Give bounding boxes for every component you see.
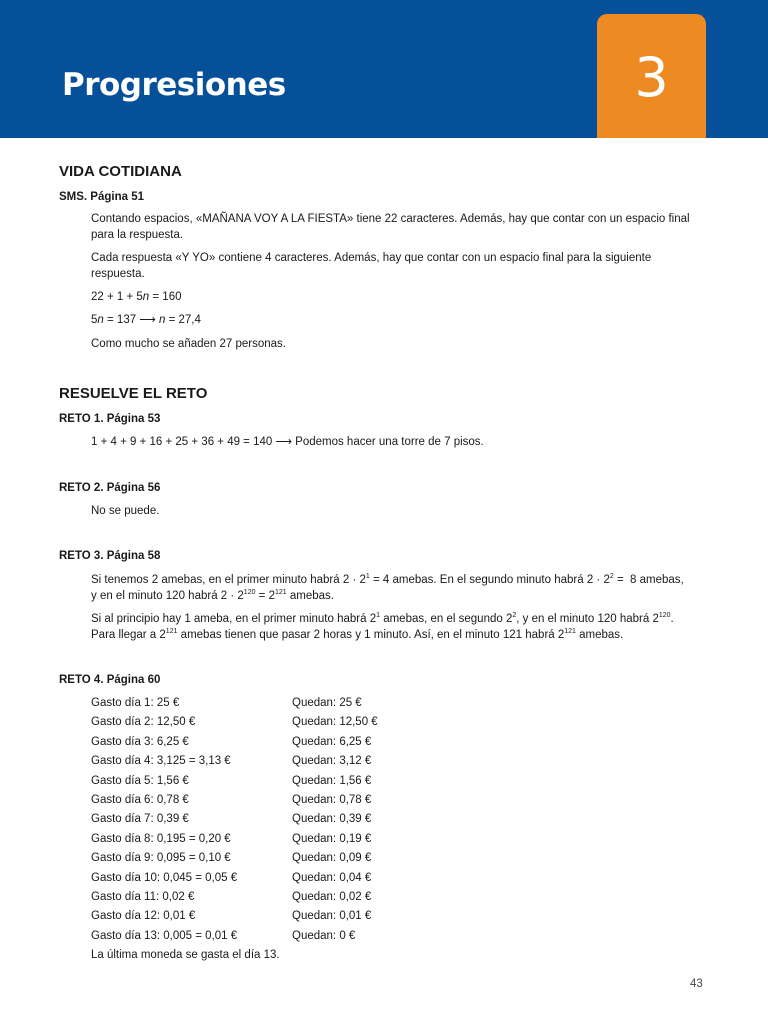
reto3-line-1: Si tenemos 2 amebas, en el primer minuto habrá $2 \cdot 2^1 = 4$ amebas. En el segundo minuto habrá $2 \cdot 2^2 = 8$ amebas, bbox=[91, 573, 684, 586]
section-heading-resuelve: RESUELVE EL RETO bbox=[59, 385, 208, 402]
quedan-cell: Quedan: 0,39 € bbox=[292, 813, 372, 826]
quedan-cell: Quedan: 0,02 € bbox=[292, 891, 372, 903]
gasto-cell: Gasto día 12: 0,01 € bbox=[91, 910, 196, 923]
quedan-cell: Quedan: 0 € bbox=[292, 929, 356, 942]
quedan-cell: Quedan: 0,09 € bbox=[292, 852, 372, 865]
quedan-cell: Quedan: 6,25 € bbox=[292, 735, 372, 748]
subheading-sms: SMS. Página 51 bbox=[59, 191, 145, 203]
gasto-cell: Gasto día 8: 0,195 = 0,20 € bbox=[91, 832, 231, 845]
page-number: 43 bbox=[690, 978, 703, 990]
reto2-text: No se puede. bbox=[91, 505, 160, 517]
reto2-title: RETO 2. Página 56 bbox=[59, 482, 161, 494]
gasto-cell: Gasto día 11: 0,02 € bbox=[91, 891, 195, 903]
quedan-cell: Quedan: 25 € bbox=[292, 697, 362, 709]
reto3-title: RETO 3. Página 58 bbox=[59, 550, 161, 562]
gasto-cell: Gasto día 10: 0,045 = 0,05 € bbox=[91, 871, 238, 884]
quedan-cell: Quedan: 0,78 € bbox=[292, 794, 372, 806]
gasto-cell: Gasto día 3: 6,25 € bbox=[91, 735, 189, 748]
gasto-cell: Gasto día 1: 25 € bbox=[91, 697, 180, 709]
equation-2: 5n = 137 ⟶ n = 27,4 bbox=[91, 314, 201, 326]
gasto-cell: Gasto día 7: 0,39 € bbox=[91, 813, 189, 826]
paragraph-sms-2: Cada respuesta «Y YO» contiene 4 caracteres. Además, hay que contar con un espacio final para la siguiente respuesta. bbox=[91, 252, 652, 280]
equation-1: 22 + 1 + 5n = 160 bbox=[91, 291, 182, 303]
reto1-text: 1 + 4 + 9 + 16 + 25 + 36 + 49 = 140 ⟶ Podemos hacer una torre de 7 pisos. bbox=[91, 436, 484, 448]
quedan-cell: Quedan: 0,04 € bbox=[292, 871, 372, 884]
gasto-cell: Gasto día 5: 1,56 € bbox=[91, 774, 189, 787]
gasto-cell: Gasto día 13: 0,005 = 0,01 € bbox=[91, 929, 238, 942]
paragraph-sms-1: Contando espacios, «MAÑANA VOY A LA FIESTA» tiene 22 caracteres. Además, hay que contar con un espacio final para la respuesta. bbox=[91, 213, 690, 241]
reto4-conclusion: La última moneda se gasta el día 13. bbox=[91, 949, 280, 961]
reto3-line-2: y en el minuto 120 habrá $2 \cdot 2^{120} = 2^{121}$ amebas. bbox=[91, 589, 334, 602]
reto3-line-3: Si al principio hay 1 ameba, en el primer minuto habrá $2^1$ amebas, en el segundo $2^2$, y en el minuto 120 habrá $2^{120}$. bbox=[91, 612, 674, 625]
reto1-title: RETO 1. Página 53 bbox=[59, 413, 161, 425]
quedan-cell: Quedan: 0,01 € bbox=[292, 910, 372, 923]
reto4-title: RETO 4. Página 60 bbox=[59, 674, 161, 686]
quedan-cell: Quedan: 3,12 € bbox=[292, 755, 372, 768]
gasto-cell: Gasto día 6: 0,78 € bbox=[91, 794, 189, 806]
quedan-cell: Quedan: 0,19 € bbox=[292, 832, 372, 845]
quedan-cell: Quedan: 12,50 € bbox=[292, 716, 378, 729]
chapter-title: Progresiones bbox=[62, 67, 286, 103]
reto3-line-4: Para llegar a $2^{121}$ amebas tienen que pasar 2 horas y 1 minuto. Así, en el minuto 121 habrá $2^{121}$ amebas. bbox=[91, 628, 624, 641]
quedan-cell: Quedan: 1,56 € bbox=[292, 774, 372, 787]
gasto-cell: Gasto día 4: 3,125 = 3,13 € bbox=[91, 755, 231, 768]
gasto-cell: Gasto día 9: 0,095 = 0,10 € bbox=[91, 852, 231, 865]
section-heading-vida-cotidiana: VIDA COTIDIANA bbox=[59, 163, 182, 180]
chapter-number: 3 bbox=[634, 46, 669, 109]
sms-conclusion: Como mucho se añaden 27 personas. bbox=[91, 338, 286, 350]
gasto-cell: Gasto día 2: 12,50 € bbox=[91, 716, 196, 729]
